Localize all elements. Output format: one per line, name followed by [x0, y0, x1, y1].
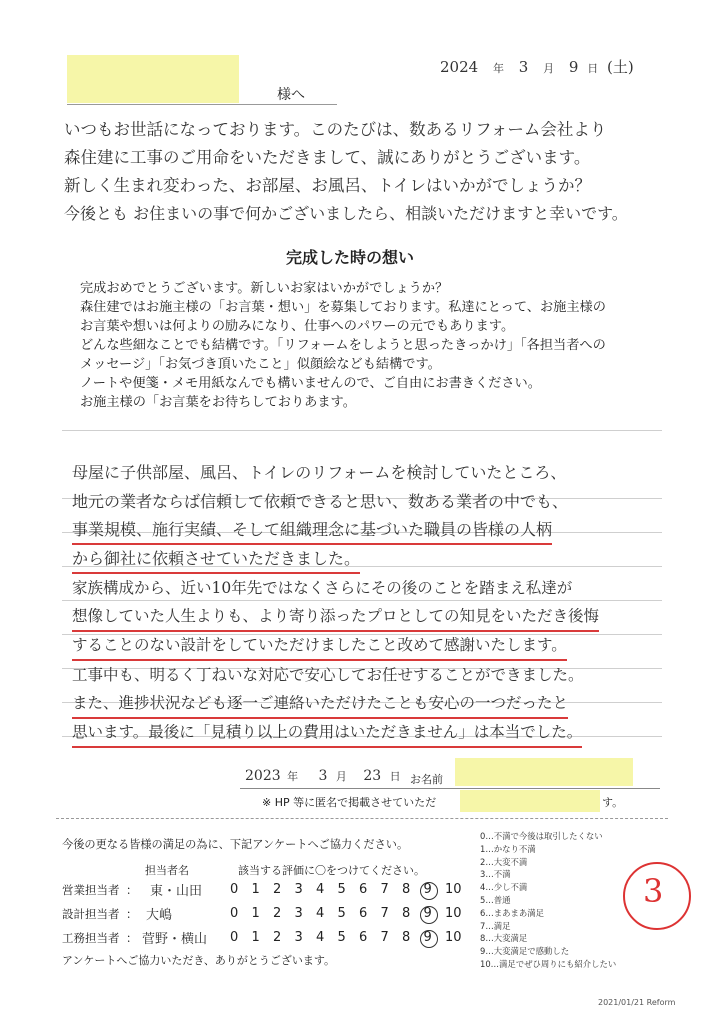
- rating-option[interactable]: 9: [423, 906, 432, 921]
- rating-option[interactable]: 6: [359, 930, 368, 945]
- legend-item: 0…不満で今後は取引したくない: [480, 831, 603, 841]
- rating-option[interactable]: 10: [445, 882, 462, 897]
- rating-option[interactable]: 0: [230, 906, 239, 921]
- signature-year: 2023: [245, 768, 281, 784]
- intro-text: [80, 279, 670, 412]
- comment-line-underlined: 思います。最後に「見積り以上の費用はいただきません」は本当でした。: [72, 719, 582, 748]
- rating-option[interactable]: 8: [402, 906, 411, 921]
- date-year: 2024: [440, 58, 479, 76]
- hp-notice-left: ※ HP 等に匿名で掲載させていただ: [262, 796, 437, 809]
- date-year-unit: 年: [492, 62, 504, 75]
- intro-line: ノートや便箋・メモ用紙なんでも構いませんので、ご自由にお書きください。: [80, 376, 541, 391]
- survey-row-design: [62, 904, 482, 926]
- rating-option[interactable]: 2: [273, 930, 282, 945]
- signature-day-unit: 日: [389, 770, 401, 783]
- comment-line: 母屋に子供部屋、風呂、トイレのリフォームを検討していたところ、: [72, 463, 567, 482]
- comment-line-underlined: から御社に依頼させていただきました。: [72, 545, 360, 574]
- rating-option[interactable]: 0: [230, 882, 239, 897]
- signature-name-label: お名前: [410, 773, 443, 786]
- staff-name: 菅野・横山: [142, 932, 208, 947]
- legend-item: 5…普通: [480, 894, 511, 905]
- rating-option[interactable]: 9: [423, 930, 432, 945]
- rating-option[interactable]: 0: [230, 930, 239, 945]
- rating-option[interactable]: 10: [445, 930, 462, 945]
- rating-option[interactable]: 7: [380, 930, 389, 945]
- redacted-signature-name: [455, 758, 633, 786]
- rating-scale: [230, 904, 480, 926]
- comment-line-underlined: することのない設計をしていただけましたこと改めて感謝いたします。: [72, 632, 567, 661]
- rating-option[interactable]: 1: [251, 882, 260, 897]
- rating-option[interactable]: 10: [445, 906, 462, 921]
- survey-intro: 今後の更なる皆様の満足の為に、下記アンケートへご協力ください。: [62, 838, 409, 851]
- rating-scale: [230, 928, 480, 950]
- survey-thanks: アンケートへご協力いただき、ありがとうございます。: [62, 954, 336, 967]
- rating-option[interactable]: 4: [316, 882, 325, 897]
- rating-option[interactable]: 3: [294, 882, 303, 897]
- comment-line-underlined: 事業規模、施行実績、そして組織理念に基づいた職員の皆様の人柄: [72, 516, 552, 545]
- survey-staff-header: 担当者名: [145, 864, 189, 877]
- signature-month: 3: [318, 768, 328, 784]
- survey-row-sales: [62, 880, 482, 902]
- comment-line-underlined: また、進捗状況なども逐一ご連絡いただけたことも安心の一つだったと: [72, 690, 568, 719]
- rating-option[interactable]: 2: [273, 882, 282, 897]
- comment-line-underlined: 想像していた人生よりも、より寄り添ったプロとしての知見をいただき後悔: [72, 603, 599, 632]
- rating-stamp: [623, 862, 691, 930]
- comment-line: 工事中も、明るく丁ねいな対応で安心してお任せすることができました。: [72, 666, 584, 684]
- rating-option[interactable]: 9: [423, 882, 432, 897]
- rating-option[interactable]: 5: [337, 906, 346, 921]
- comment-line: 家族構成から、近い10年先ではなくさらにその後のことを踏まえ私達が: [72, 579, 573, 597]
- rating-option[interactable]: 5: [337, 930, 346, 945]
- intro-line: 完成おめでとうございます。新しいお家はいかがでしょうか？: [80, 281, 449, 296]
- redacted-notice: [460, 790, 600, 812]
- rating-option[interactable]: 2: [273, 906, 282, 921]
- selected-rating-circle: [420, 906, 438, 924]
- date-month: 3: [518, 58, 529, 76]
- intro-line: 森住建ではお施主様の「お言葉・想い」を募集しております。私達にとって、お施主様の: [80, 300, 606, 315]
- rating-option[interactable]: 3: [294, 906, 303, 921]
- rating-option[interactable]: 6: [359, 882, 368, 897]
- signature-year-unit: 年: [287, 770, 299, 783]
- selected-rating-circle: [420, 882, 438, 900]
- legend-item: 1…かなり不満: [480, 843, 536, 854]
- rating-scale: [230, 880, 480, 902]
- intro-line: どんな些細なことでも結構です。「リフォームをしようと思ったきっかけ」「各担当者への: [80, 338, 606, 353]
- rating-option[interactable]: 4: [316, 930, 325, 945]
- salutation-rule: [67, 104, 337, 105]
- redacted-customer-name: [67, 55, 239, 103]
- signature-day: 23: [363, 768, 382, 784]
- intro-line: お言葉や想いは何よりの励みになり、仕事へのパワーの元でもあります。: [80, 319, 515, 334]
- role-label: 工務担当者: [62, 931, 120, 945]
- rating-option[interactable]: 3: [294, 930, 303, 945]
- legend-item: 3…不満: [480, 869, 511, 880]
- letter-line: 森住建に工事のご用命をいただきまして、誠にありがとうございます。: [64, 148, 591, 167]
- rating-option[interactable]: 8: [402, 882, 411, 897]
- date-day-unit: 日: [587, 62, 599, 75]
- header-date: [440, 56, 634, 77]
- rating-legend: [480, 830, 616, 971]
- comment-line: 地元の業者ならば信頼して依頼できると思い、数ある業者の中でも、: [72, 492, 569, 511]
- date-day: 9: [568, 58, 579, 76]
- handwritten-comment: [72, 458, 672, 748]
- rating-option[interactable]: 5: [337, 882, 346, 897]
- role-suffix: ：: [126, 907, 138, 921]
- rating-option[interactable]: 1: [251, 930, 260, 945]
- legend-item: 2…大変不満: [480, 856, 528, 867]
- letter-line: 今後とも お住まいの事で何かございましたら、相談いただけますと幸いです。: [64, 204, 628, 223]
- rating-option[interactable]: 8: [402, 930, 411, 945]
- legend-item: 4…少し不満: [480, 882, 528, 893]
- writing-rule: [62, 430, 662, 431]
- role-label: 営業担当者: [62, 883, 120, 897]
- rating-option[interactable]: 7: [380, 882, 389, 897]
- footer-code: 2021/01/21 Reform: [598, 998, 676, 1007]
- stamp-text: 3: [643, 872, 664, 910]
- letter-line: 新しく生まれ変わった、お部屋、お風呂、トイレはいかがでしょうか？: [64, 176, 592, 195]
- hp-notice-right: す。: [602, 796, 624, 809]
- section-divider: [56, 818, 668, 819]
- rating-option[interactable]: 7: [380, 906, 389, 921]
- letter-body: [64, 116, 664, 228]
- letter-line: いつもお世話になっております。このたびは、数あるリフォーム会社より: [64, 120, 607, 139]
- legend-item: 6…まあまあ満足: [480, 907, 544, 918]
- staff-name: 大嶋: [146, 908, 173, 923]
- signature-rule: [240, 788, 660, 789]
- role-suffix: ：: [126, 931, 138, 945]
- legend-item: 10…満足でぜひ周りにも紹介したい: [480, 958, 617, 969]
- legend-item: 7…満足: [480, 920, 511, 931]
- rating-option[interactable]: 6: [359, 906, 368, 921]
- date-weekday: (土): [606, 58, 634, 76]
- rating-option[interactable]: 4: [316, 906, 325, 921]
- intro-line: メッセージ」「お気づき頂いたこと」似顔絵なども結構です。: [80, 357, 441, 372]
- intro-line: お施主様の「お言葉をお待ちしておりあます。: [80, 395, 356, 410]
- legend-item: 8…大変満足: [480, 933, 528, 944]
- role-suffix: ：: [126, 883, 138, 897]
- role-label: 設計担当者: [62, 907, 120, 921]
- signature-month-unit: 月: [335, 770, 347, 783]
- legend-item: 9…大変満足で感動した: [480, 946, 570, 957]
- rating-option[interactable]: 1: [251, 906, 260, 921]
- selected-rating-circle: [420, 930, 438, 948]
- signature-date: [245, 768, 405, 784]
- salutation: 様へ: [277, 87, 305, 103]
- staff-name: 東・山田: [150, 884, 203, 899]
- survey-rating-header: 該当する評価に〇をつけてください。: [238, 864, 425, 877]
- date-month-unit: 月: [543, 62, 555, 75]
- section-title: 完成した時の想い: [286, 248, 415, 267]
- survey-row-construction: [62, 928, 482, 950]
